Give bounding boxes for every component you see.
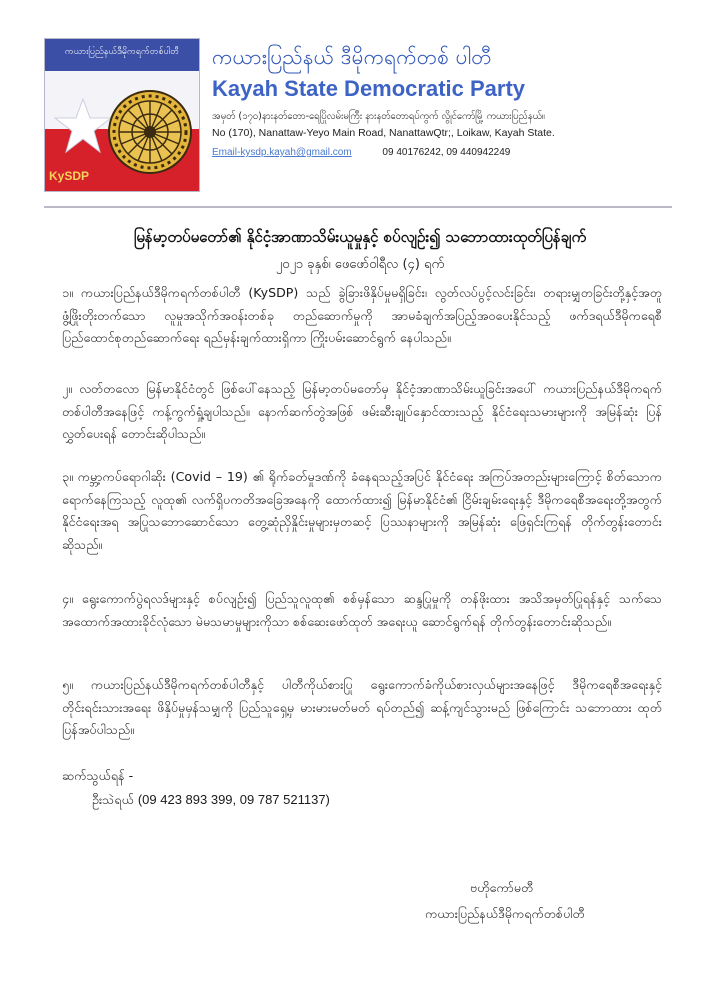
seal-emblem-icon	[107, 89, 193, 175]
contact-label: ဆက်သွယ်ရန် -	[62, 768, 134, 783]
statement-title: မြန်မာ့တပ်မတော်၏ နိုင်ငံ့အာဏာသိမ်းယူမှုနှင့် စပ်လျဉ်း၍ သဘောထားထုတ်ပြန်ချက်	[133, 228, 587, 246]
paragraph-3: ၃။ ကမ္ဘာ့ကပ်ရောဂါဆိုး (Covid – 19) ၏ ရိုက်ခတ်မှုဒဏ်ကို ခံနေရသည့်အပြင် နိုင်ငံရေး အကြပ်အတည်းများကြောင့် စိတ်သောကရောက်နေကြသည့် လူထု၏ လက်ရှိပကတိအခြေအနေကို ထောက်ထား၍ မြန်မာနိုင်ငံ၏ ငြိမ်းချမ်းရေးနှင့် ဒီမိုကရေစီအရေးတို့အတွက် နိုင်ငံရေးအရ အပြုသဘောဆောင်သော တွေ့ဆုံညှိနှိုင်းမှုများမှတဆင့် ပြဿနာများကို အမြန်ဆုံး ဖြေရှင်းကြရန် တိုက်တွန်းတောင်းဆိုသည်။	[62, 469, 662, 552]
logo-abbreviation: KySDP	[49, 169, 90, 183]
signature-organization: ကယားပြည်နယ်ဒီမိုကရက်တစ်ပါတီ	[425, 906, 585, 921]
email-link[interactable]: Email-kysdp.kayah@gmail.com	[212, 147, 352, 158]
header-divider	[44, 206, 672, 208]
contact-person	[92, 792, 330, 811]
statement-date: ၂၀၂၁ ခုနှစ်၊ ဖေဖော်ဝါရီလ (၄) ရက်	[275, 257, 445, 272]
signature-committee: ဗဟိုကော်မတီ	[470, 880, 534, 895]
logo-title: ကယားပြည်နယ်ဒီမိုကရက်တစ်ပါတီ	[64, 47, 180, 57]
contact-line	[212, 147, 510, 158]
contact-person-phones: (09 423 893 399, 09 787 521137)	[137, 792, 330, 807]
party-name-english: Kayah State Democratic Party	[212, 76, 526, 101]
paragraph-1: ၁။ ကယားပြည်နယ်ဒီမိုကရက်တစ်ပါတီ (KySDP) သည် ခွဲခြားဖိနှိပ်မှုမရှိခြင်း၊ လွတ်လပ်ပွင့်လင်းခြင်း၊ တရားမျှတခြင်းတို့နှင့်အတူ ဖွံ့ဖြိုးတိုးတက်သော လူမှုအသိုက်အဝန်းတစ်ခု တည်ဆောက်မှုကို အာမခံချက်အပြည့်အဝပေးနိုင်သည့် ဖက်ဒရယ်ဒီမိုကရေစီပြည်ထောင်စုတည်ဆောက်ရေး ရည်မှန်းချက်ထားရှိကာ ကြိုးပမ်းဆောင်ရွက် နေပါသည်။	[62, 285, 662, 345]
star-icon	[53, 97, 113, 155]
address-english: No (170), Nanattaw-Yeyo Main Road, NanattawQtr;, Loikaw, Kayah State.	[212, 127, 555, 139]
address-burmese: အမှတ် (၁၇၀)နားနတ်တော-ရေပြိုလမ်းမကြီး နားနတ်တောရပ်ကွက် လွိုင်ကော်မြို့ ကယားပြည်နယ်။	[212, 111, 545, 122]
paragraph-4: ၄။ ရွေးကောက်ပွဲရလဒ်များနှင့် စပ်လျဉ်း၍ ပြည်သူလူထု၏ စစ်မှန်သော ဆန္ဒပြုမှုကို တန်ဖိုးထား အသိအမှတ်ပြုရန်နှင့် သက်သေအထောက်အထားခိုင်လုံသော မဲမသမာမှုများကိုသာ စစ်ဆေးဖော်ထုတ် အရေးယူ ဆောင်ရွက်ရန် တိုက်တွန်းတောင်းဆိုသည်။	[62, 591, 662, 629]
paragraph-5: ၅။ ကယားပြည်နယ်ဒီမိုကရက်တစ်ပါတီနှင့် ပါတီကိုယ်စားပြု ရွေးကောက်ခံကိုယ်စားလှယ်များအနေဖြင့် ဒီမိုကရေစီအရေးနှင့် တိုင်းရင်းသားအရေး ဖိနှိပ်မှုမှန်သမျှကို ပြည်သူရှေ့မှ မားမားမတ်မတ် ရပ်တည်၍ ဆန့်ကျင်သွားမည် ဖြစ်ကြောင်း သဘောထား ထုတ်ပြန်အပ်ပါသည်။	[62, 677, 662, 737]
party-logo	[44, 38, 200, 192]
phone-numbers: 09 40176242, 09 440942249	[382, 147, 511, 158]
paragraph-2: ၂။ လတ်တလော မြန်မာနိုင်ငံတွင် ဖြစ်ပေါ်နေသည့် မြန်မာ့တပ်မတော်မှ နိုင်ငံ့အာဏာသိမ်းယူခြင်းအပေါ် ကယားပြည်နယ်ဒီမိုကရက်တစ်ပါတီအနေဖြင့် ကန့်ကွက်ရှုံ့ချပါသည်။ နောက်ဆက်တွဲအဖြစ် ဖမ်းဆီးချုပ်နှောင်ထားသည့် နိုင်ငံရေးသမားများကို အမြန်ဆုံး ပြန်လွှတ်ပေးရန် တောင်းဆိုပါသည်။	[62, 381, 662, 441]
contact-person-name: ဦးသဲရယ်	[92, 792, 134, 807]
party-name-burmese: ကယားပြည်နယ် ဒီမိုကရက်တစ် ပါတီ	[212, 45, 492, 69]
